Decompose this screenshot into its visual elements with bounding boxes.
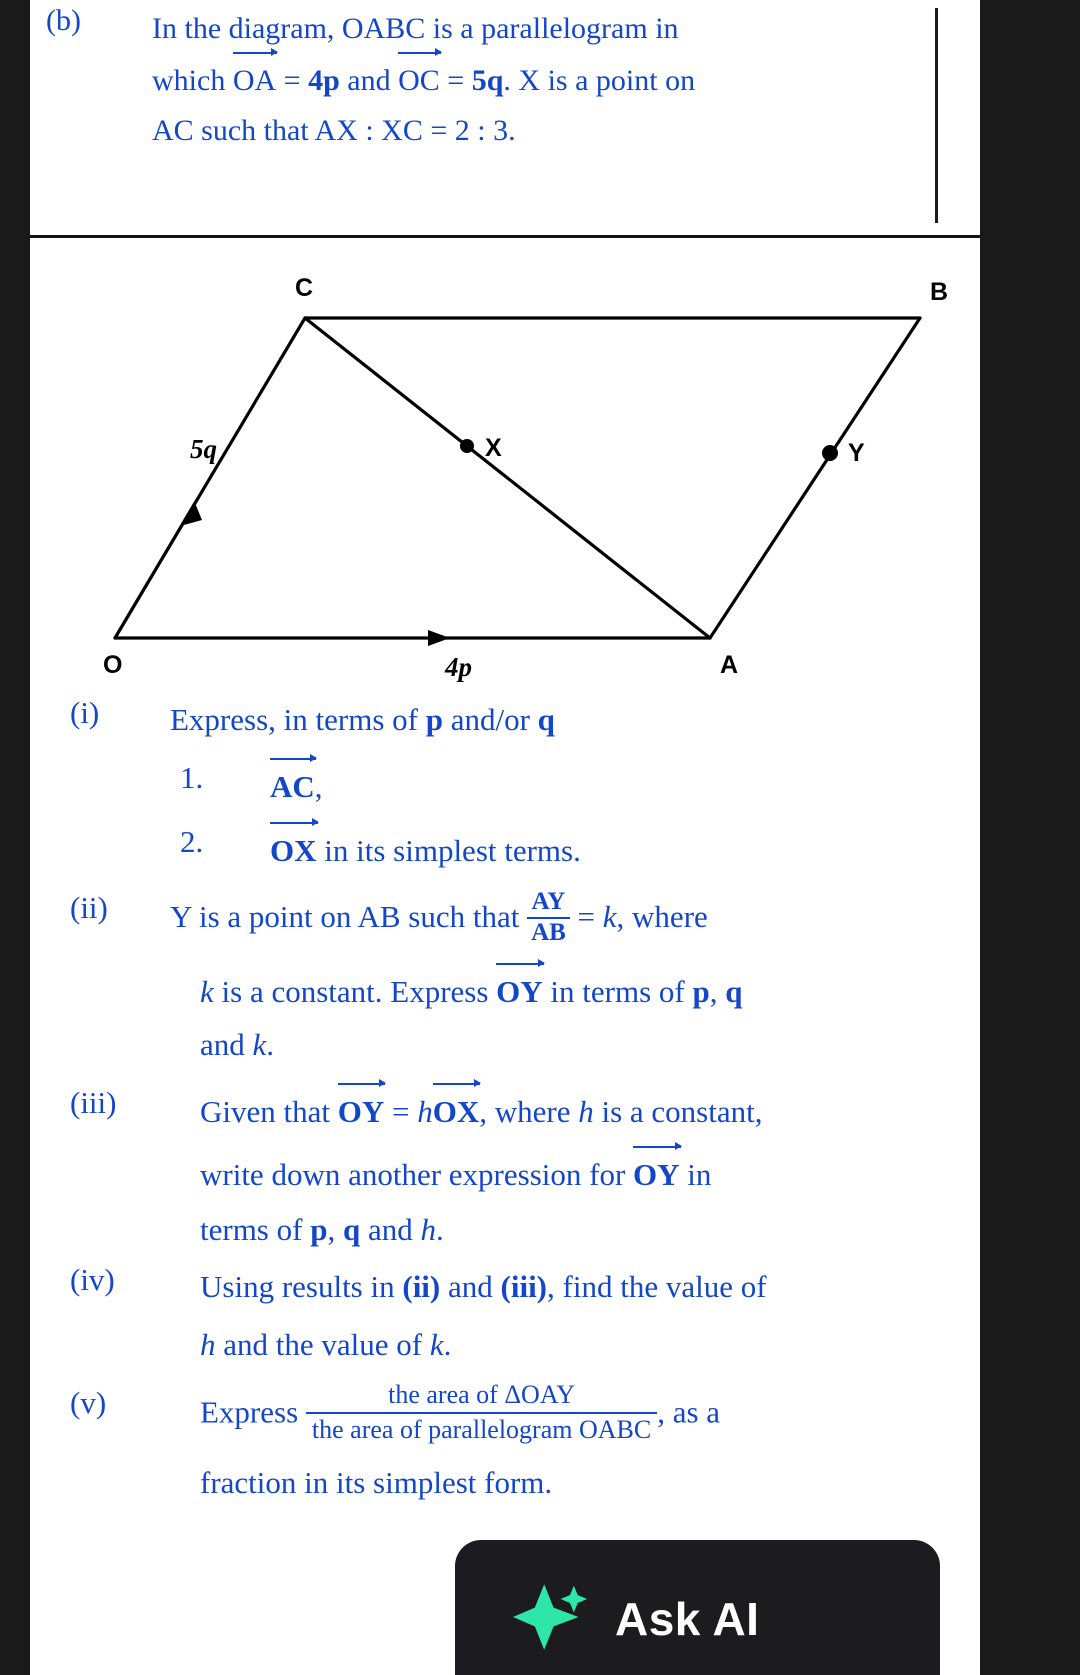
part-i-mid: and/or (442, 702, 538, 737)
part-iii-l2b: in (679, 1157, 712, 1192)
part-marker-ii: (ii) (70, 890, 108, 925)
part-iv-line2 (200, 1320, 451, 1370)
area-fraction-denominator: the area of parallelogram OABC (306, 1412, 657, 1447)
vertex-label-c: C (295, 274, 314, 302)
part-iv-h: h (200, 1327, 216, 1362)
part-ii-q: q (725, 974, 743, 1009)
part-iii-q: q (342, 1212, 361, 1247)
part-ii-p: p (692, 974, 710, 1009)
vector-ox: OX (270, 824, 317, 876)
part-i-2-text (270, 824, 581, 876)
part-iii-line1 (200, 1085, 990, 1137)
part-iii-h3: h (420, 1212, 436, 1247)
part-iii-l1d: is a constant, (593, 1094, 763, 1129)
part-v-l1b: , as a (657, 1394, 721, 1430)
part-iv-l2b: . (443, 1327, 452, 1362)
part-iii-l1c: , where (479, 1094, 579, 1129)
vector-oa: OA (233, 54, 276, 106)
vector-oy-2: OY (338, 1085, 385, 1137)
part-ii-comma: , (709, 974, 726, 1009)
part-iv-k: k (429, 1327, 444, 1362)
part-iii-l3b: and (360, 1212, 421, 1247)
part-iii-line2 (200, 1148, 990, 1200)
point-label-x: X (485, 434, 502, 462)
part-ii-l3b: . (266, 1027, 275, 1062)
part-iii-l3a: terms of (200, 1212, 311, 1247)
term-5q: 5q (471, 64, 504, 97)
part-ii-line2 (200, 965, 990, 1017)
part-iv-l1c: , find the value of (547, 1269, 767, 1304)
fraction-area-ratio (306, 1379, 657, 1446)
part-iii-p: p (310, 1212, 328, 1247)
part-ii-l1b: = (569, 898, 603, 934)
and-1: and (339, 64, 399, 97)
part-i-pre: Express, in terms of (170, 702, 426, 737)
arrow-oa-head (428, 630, 450, 646)
part-iii-l3c: . (435, 1212, 444, 1247)
edge-label-5q: 5q (190, 434, 217, 464)
part-marker-i-1: 1. (180, 760, 204, 795)
part-iv-l1a: Using results in (200, 1269, 403, 1304)
edge-label-4p: 4p (445, 652, 472, 682)
question-line-3: AC such that AX : XC = 2 : 3. (152, 114, 516, 147)
vertex-label-b: B (930, 278, 949, 306)
part-ii-l2c: in terms of (542, 974, 693, 1009)
vertex-label-o: O (103, 651, 123, 679)
part-ii-l1c: , where (616, 898, 708, 934)
part-iii-h2: h (578, 1094, 594, 1129)
fraction-ay-ab (527, 888, 570, 948)
part-i-2-after: in its simplest terms. (316, 833, 581, 868)
area-fraction-numerator: the area of ΔOAY (388, 1380, 575, 1409)
part-iii-l1a: Given that (200, 1094, 338, 1129)
question-header-box (30, 0, 980, 238)
part-iv-l1b: and (440, 1269, 501, 1304)
part-iv-l2a: and the value of (215, 1327, 430, 1362)
part-marker-v: (v) (70, 1385, 107, 1420)
part-v-line1 (200, 1382, 990, 1449)
part-ii-k: k (602, 898, 617, 934)
part-ii-l3a: and (200, 1027, 253, 1062)
part-i-q: q (537, 702, 555, 737)
ask-ai-widget[interactable] (455, 1540, 940, 1675)
ref-ii: (ii) (402, 1269, 441, 1304)
part-ii-l2b: is a constant. Express (213, 974, 497, 1009)
diagonal-ca (305, 318, 710, 638)
part-ii-k2: k (200, 974, 214, 1009)
part-ii-k3: k (252, 1027, 267, 1062)
vector-oy-3: OY (633, 1148, 680, 1200)
part-i-text (170, 695, 970, 745)
part-iii-h: h (417, 1094, 433, 1129)
worksheet-page (30, 0, 980, 1675)
point-label-y: Y (848, 439, 865, 467)
part-marker-i: (i) (70, 695, 100, 730)
part-v-line2: fraction in its simplest form. (200, 1465, 553, 1500)
fraction-numerator: AY (531, 888, 566, 915)
eq-2: = (439, 64, 472, 97)
fraction-denominator: AB (527, 917, 570, 948)
ask-ai-label: Ask AI (615, 1593, 760, 1645)
vector-ac: AC (270, 760, 315, 812)
question-line-2-a: which (152, 64, 233, 97)
part-marker-iii: (iii) (70, 1085, 117, 1120)
question-statement (152, 4, 912, 156)
arrow-oc-shaft (115, 503, 195, 638)
point-y-dot (822, 445, 838, 461)
question-line-2-end: . X is a point on (503, 64, 696, 97)
vector-ox-2: OX (433, 1085, 480, 1137)
ref-iii: (iii) (500, 1269, 548, 1304)
part-iii-l1b: = (384, 1094, 418, 1129)
part-i-1-after: , (314, 769, 323, 804)
vector-oy-1: OY (496, 965, 543, 1017)
vector-oc: OC (398, 54, 440, 106)
term-4p: 4p (308, 64, 340, 97)
part-marker-iv: (iv) (70, 1262, 115, 1297)
part-ii-l1a: Y is a point on AB such that (170, 898, 528, 934)
vertical-rule (935, 8, 938, 223)
part-i-1-text (270, 760, 323, 812)
part-iv-line1 (200, 1262, 990, 1312)
part-iii-comma: , (327, 1212, 343, 1247)
part-iii-line3 (200, 1205, 444, 1255)
question-part-label: (b) (46, 4, 81, 37)
question-line-1: In the diagram, OABC is a parallelogram in (152, 12, 679, 45)
diagram-svg (30, 248, 980, 688)
parallelogram-diagram (30, 248, 980, 688)
part-marker-i-2: 2. (180, 824, 204, 859)
sparkle-icon (513, 1578, 591, 1656)
part-ii-text (170, 890, 980, 950)
part-ii-line3 (200, 1020, 274, 1070)
point-x-dot (460, 439, 474, 453)
eq-1: = (276, 64, 309, 97)
vertex-label-a: A (720, 651, 739, 679)
part-iii-l2a: write down another expression for (200, 1157, 634, 1192)
edge-ab (710, 318, 920, 638)
part-v-l1a: Express (200, 1394, 306, 1430)
part-i-p: p (425, 702, 443, 737)
